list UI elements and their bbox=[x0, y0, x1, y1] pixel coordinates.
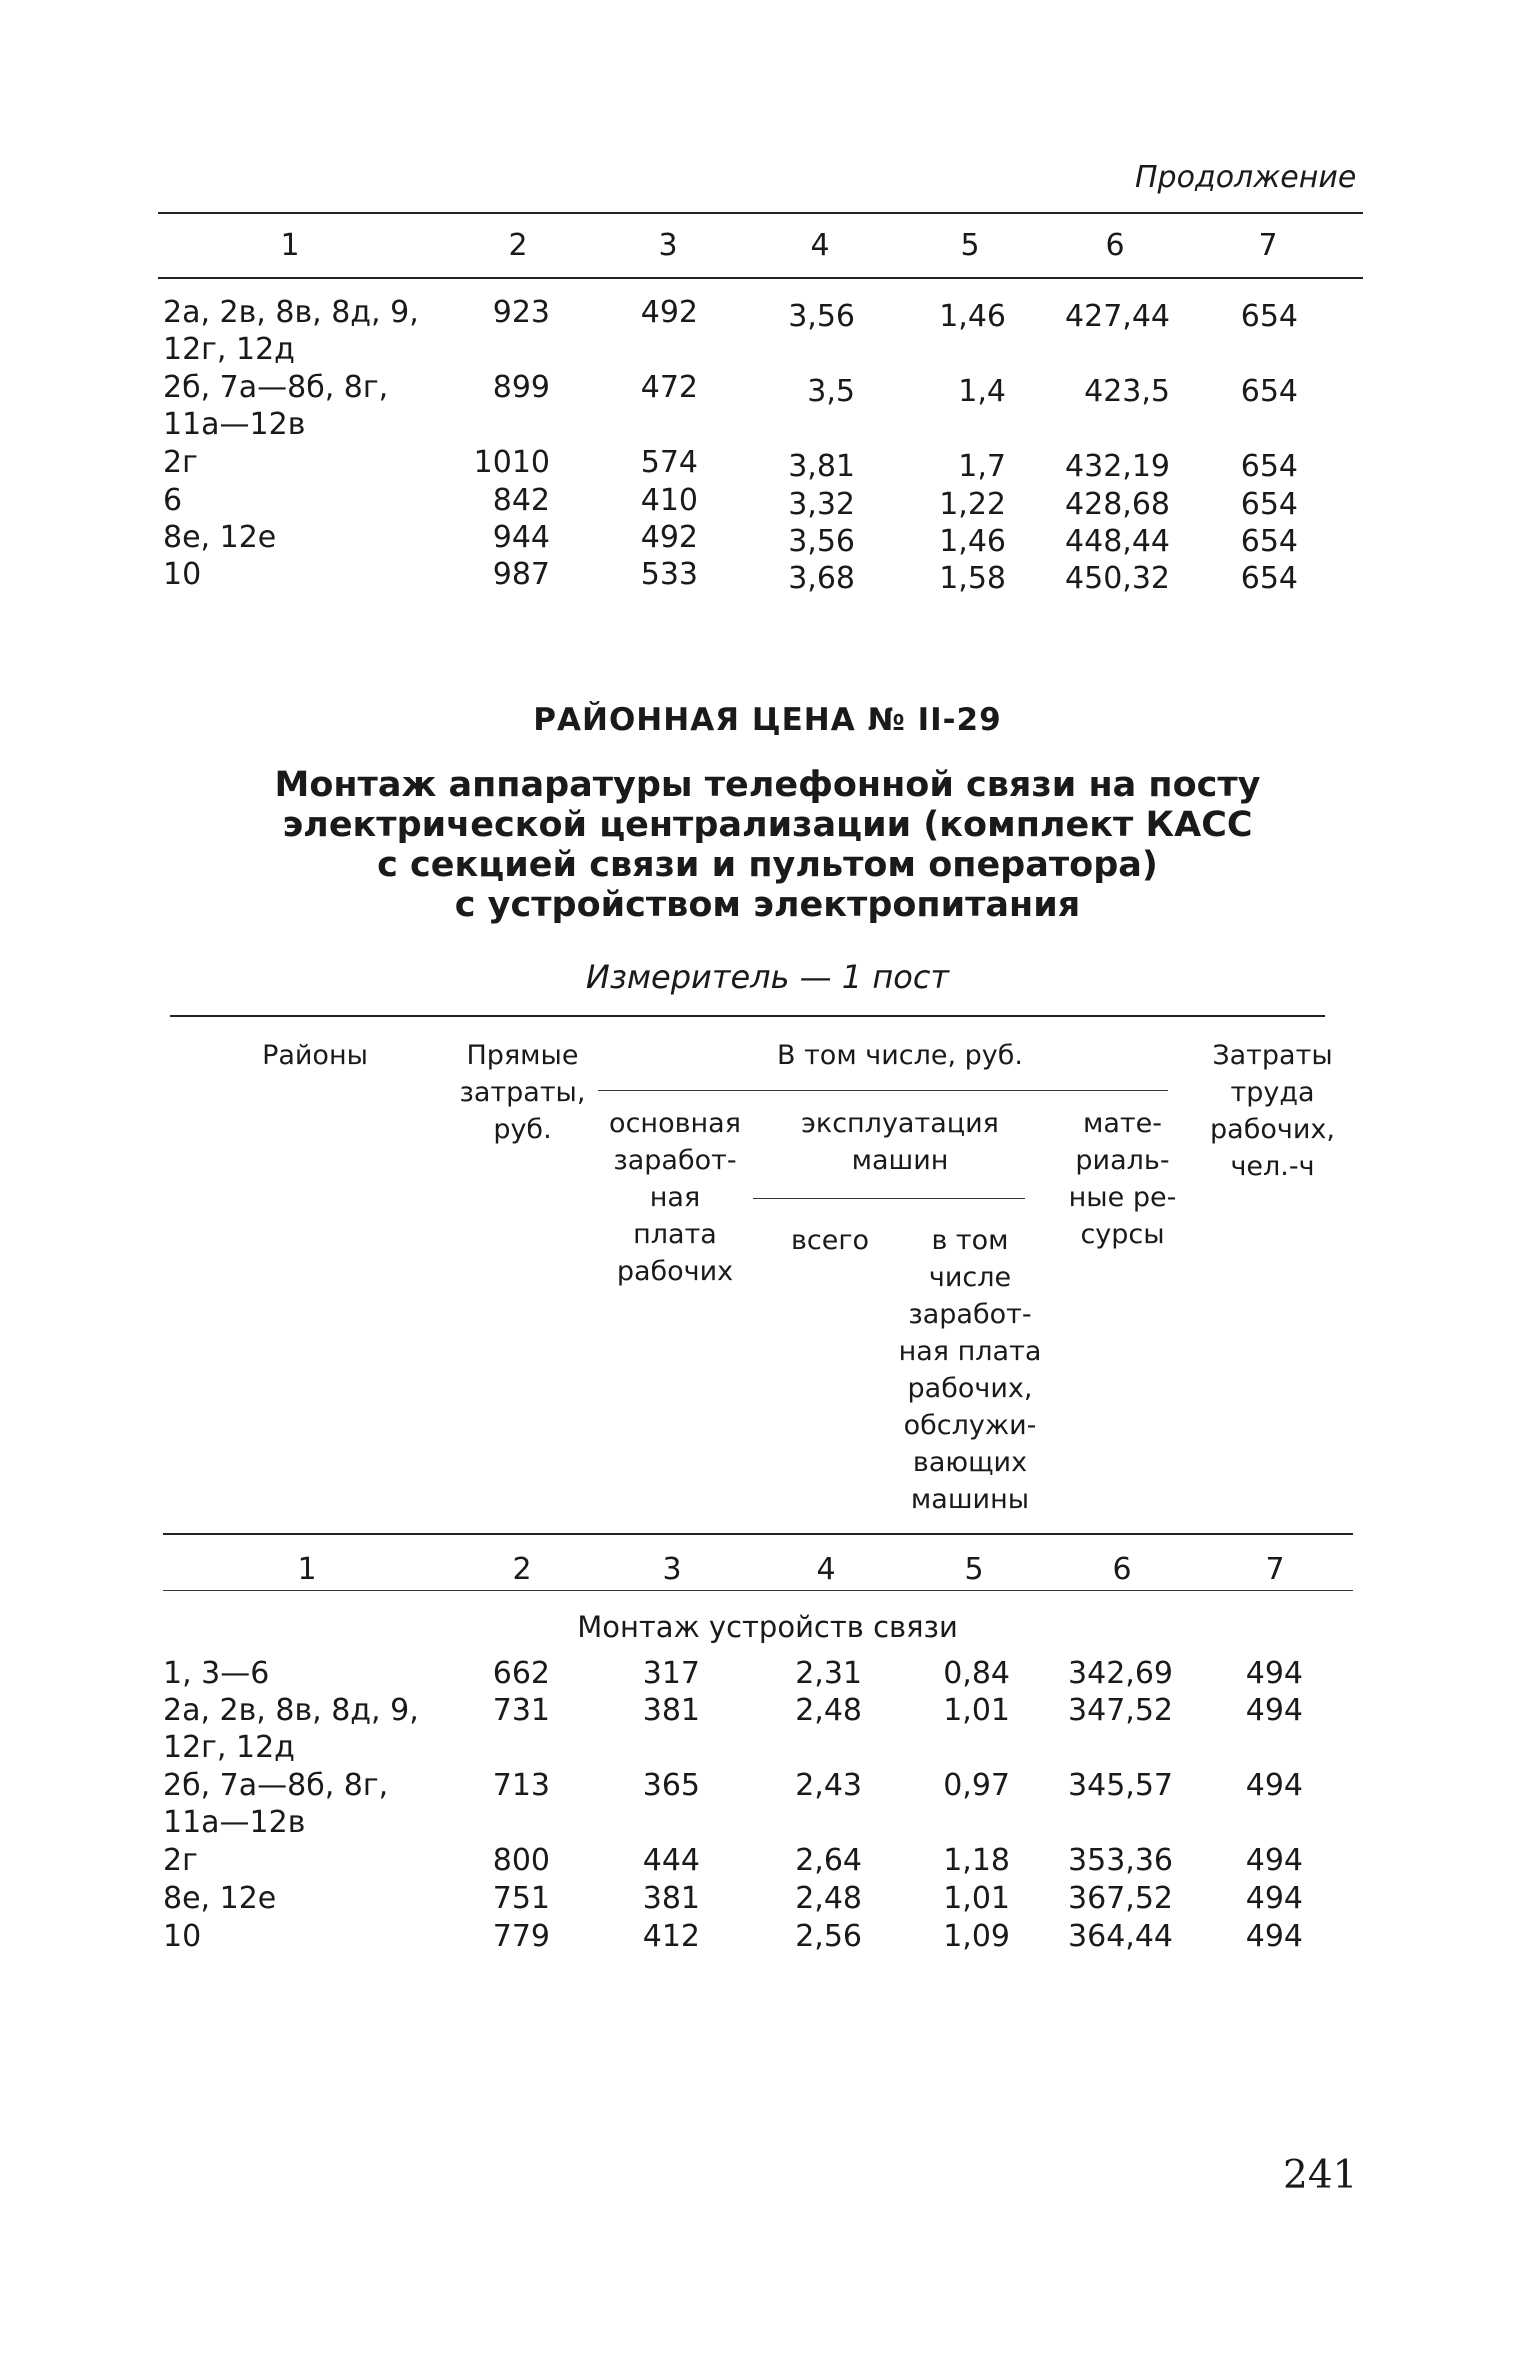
header-line: Прямые bbox=[466, 1040, 579, 1071]
header-line: руб. bbox=[493, 1114, 552, 1145]
header-line: обслужи- bbox=[903, 1410, 1037, 1441]
header-line: заработ- bbox=[613, 1145, 737, 1176]
header-line: Затраты bbox=[1212, 1040, 1333, 1071]
continuation-label: Продолжение bbox=[1135, 160, 1357, 195]
header-including: В том числе, руб. bbox=[776, 1040, 1024, 1071]
header-line: рабочих, bbox=[907, 1373, 1033, 1404]
table1-top-rule bbox=[158, 212, 1363, 214]
table-cell: 428,68 bbox=[1065, 487, 1170, 522]
table-cell: 381 bbox=[642, 1693, 700, 1728]
table-cell: 1,4 bbox=[958, 374, 1006, 409]
header-line: числе bbox=[928, 1262, 1012, 1293]
price-title-line: Монтаж аппаратуры телефонной связи на посту bbox=[274, 765, 1261, 805]
column-number: 4 bbox=[810, 228, 830, 263]
row-region-label: 2г bbox=[163, 445, 198, 480]
table-cell: 2,48 bbox=[795, 1693, 862, 1728]
row-region-label: 10 bbox=[163, 1919, 202, 1954]
column-number: 6 bbox=[1105, 228, 1125, 263]
column-number: 5 bbox=[960, 228, 980, 263]
row-region-label: 10 bbox=[163, 557, 202, 592]
header-regions: Районы bbox=[262, 1040, 368, 1071]
table-cell: 432,19 bbox=[1065, 449, 1170, 484]
table-cell: 494 bbox=[1245, 1768, 1303, 1803]
table-cell: 494 bbox=[1245, 1919, 1303, 1954]
table-cell: 317 bbox=[642, 1656, 700, 1691]
header-line: рабочих, bbox=[1210, 1114, 1335, 1145]
header-line: в том bbox=[931, 1225, 1009, 1256]
table-cell: 494 bbox=[1245, 1656, 1303, 1691]
table-cell: 3,56 bbox=[788, 299, 855, 334]
column-number: 2 bbox=[508, 228, 528, 263]
column-number: 6 bbox=[1112, 1552, 1132, 1587]
table-cell: 0,84 bbox=[943, 1656, 1010, 1691]
header-machines bbox=[770, 1105, 1030, 1179]
header-total: всего bbox=[790, 1225, 870, 1256]
table-cell: 450,32 bbox=[1065, 561, 1170, 596]
row-region-label: 8е, 12е bbox=[163, 520, 277, 555]
column-number: 7 bbox=[1265, 1552, 1285, 1587]
table-cell: 654 bbox=[1240, 487, 1298, 522]
header-wages bbox=[590, 1105, 760, 1290]
header-line: затраты, bbox=[459, 1077, 586, 1108]
table-cell: 3,56 bbox=[788, 524, 855, 559]
table-cell: 2,43 bbox=[795, 1768, 862, 1803]
price-title-line: электрической централизации (комплект КАСС bbox=[282, 805, 1253, 845]
row-region-label: 8е, 12е bbox=[163, 1881, 277, 1916]
table-cell: 1,46 bbox=[939, 299, 1006, 334]
table-cell: 3,81 bbox=[788, 449, 855, 484]
header-line: машин bbox=[851, 1145, 949, 1176]
table-cell: 2,64 bbox=[795, 1843, 862, 1878]
table-cell: 842 bbox=[492, 483, 550, 518]
table2-top-rule bbox=[170, 1015, 1325, 1017]
header-labor bbox=[1195, 1037, 1350, 1185]
row-region-label: 11а—12в bbox=[163, 407, 306, 442]
table-cell: 1,22 bbox=[939, 487, 1006, 522]
header-line: вающих bbox=[912, 1447, 1028, 1478]
table-cell: 923 bbox=[492, 295, 550, 330]
table-cell: 654 bbox=[1240, 561, 1298, 596]
column-number: 4 bbox=[816, 1552, 836, 1587]
header-line: ные ре- bbox=[1068, 1182, 1177, 1213]
column-number: 5 bbox=[964, 1552, 984, 1587]
row-region-label: 1, 3—6 bbox=[163, 1656, 270, 1691]
table-cell: 494 bbox=[1245, 1693, 1303, 1728]
table-cell: 1,58 bbox=[939, 561, 1006, 596]
table-cell: 654 bbox=[1240, 374, 1298, 409]
table-cell: 3,5 bbox=[807, 374, 855, 409]
column-number: 7 bbox=[1258, 228, 1278, 263]
table-cell: 364,44 bbox=[1068, 1919, 1173, 1954]
header-direct-costs bbox=[455, 1037, 590, 1148]
table-cell: 3,32 bbox=[788, 487, 855, 522]
table-cell: 654 bbox=[1240, 299, 1298, 334]
table-cell: 342,69 bbox=[1068, 1656, 1173, 1691]
table-cell: 410 bbox=[640, 483, 698, 518]
price-heading: РАЙОННАЯ ЦЕНА № II-29 bbox=[533, 702, 1002, 738]
header-line: машины bbox=[910, 1484, 1030, 1515]
table-cell: 574 bbox=[640, 445, 698, 480]
table-cell: 713 bbox=[492, 1768, 550, 1803]
table-cell: 731 bbox=[492, 1693, 550, 1728]
table-cell: 494 bbox=[1245, 1843, 1303, 1878]
table-cell: 494 bbox=[1245, 1881, 1303, 1916]
table-cell: 367,52 bbox=[1068, 1881, 1173, 1916]
table-cell: 1010 bbox=[473, 445, 550, 480]
table-cell: 381 bbox=[642, 1881, 700, 1916]
header-line: эксплуатация bbox=[801, 1108, 999, 1139]
header-including-rule bbox=[598, 1090, 1168, 1091]
table-cell: 345,57 bbox=[1068, 1768, 1173, 1803]
table-cell: 1,09 bbox=[943, 1919, 1010, 1954]
table-cell: 2,31 bbox=[795, 1656, 862, 1691]
table-cell: 533 bbox=[640, 557, 698, 592]
column-number: 1 bbox=[280, 228, 300, 263]
row-region-label: 2б, 7а—8б, 8г, bbox=[163, 1768, 389, 1803]
column-number: 3 bbox=[658, 228, 678, 263]
table-cell: 751 bbox=[492, 1881, 550, 1916]
header-line: мате- bbox=[1083, 1108, 1162, 1139]
table-cell: 1,7 bbox=[958, 449, 1006, 484]
table-cell: 427,44 bbox=[1065, 299, 1170, 334]
table-cell: 444 bbox=[642, 1843, 700, 1878]
price-title-line: с секцией связи и пультом оператора) bbox=[377, 845, 1158, 885]
header-line: плата bbox=[633, 1219, 717, 1250]
table-cell: 423,5 bbox=[1084, 374, 1170, 409]
table-cell: 2,48 bbox=[795, 1881, 862, 1916]
table-cell: 3,68 bbox=[788, 561, 855, 596]
table-cell: 654 bbox=[1240, 449, 1298, 484]
table-cell: 353,36 bbox=[1068, 1843, 1173, 1878]
row-region-label: 12г, 12д bbox=[163, 332, 295, 367]
table-cell: 365 bbox=[642, 1768, 700, 1803]
table-cell: 347,52 bbox=[1068, 1693, 1173, 1728]
table-cell: 1,18 bbox=[943, 1843, 1010, 1878]
header-line: рабочих bbox=[616, 1256, 734, 1287]
header-line: чел.-ч bbox=[1230, 1151, 1315, 1182]
table-cell: 1,46 bbox=[939, 524, 1006, 559]
row-region-label: 6 bbox=[163, 483, 183, 518]
header-line: ная плата bbox=[898, 1336, 1042, 1367]
table-cell: 654 bbox=[1240, 524, 1298, 559]
table-cell: 779 bbox=[492, 1919, 550, 1954]
header-line: основная bbox=[609, 1108, 741, 1139]
table-cell: 412 bbox=[642, 1919, 700, 1954]
header-line: заработ- bbox=[908, 1299, 1032, 1330]
header-materials bbox=[1055, 1105, 1190, 1253]
row-region-label: 2а, 2в, 8в, 8д, 9, bbox=[163, 1693, 419, 1728]
table-cell: 448,44 bbox=[1065, 524, 1170, 559]
column-number: 1 bbox=[297, 1552, 317, 1587]
header-line: труда bbox=[1230, 1077, 1315, 1108]
table-cell: 944 bbox=[492, 520, 550, 555]
table2-header-rule bbox=[163, 1533, 1353, 1535]
header-incl-wages bbox=[890, 1222, 1050, 1518]
column-number: 2 bbox=[512, 1552, 532, 1587]
row-region-label: 2г bbox=[163, 1843, 198, 1878]
row-region-label: 2б, 7а—8б, 8г, bbox=[163, 370, 389, 405]
header-machines-rule bbox=[753, 1198, 1025, 1199]
table-cell: 800 bbox=[492, 1843, 550, 1878]
table-cell: 492 bbox=[640, 520, 698, 555]
table2-colnum-rule bbox=[163, 1590, 1353, 1591]
table-cell: 1,01 bbox=[943, 1693, 1010, 1728]
table-cell: 492 bbox=[640, 295, 698, 330]
table-cell: 662 bbox=[492, 1656, 550, 1691]
column-number: 3 bbox=[662, 1552, 682, 1587]
header-line: риаль- bbox=[1075, 1145, 1170, 1176]
table-cell: 2,56 bbox=[795, 1919, 862, 1954]
table-cell: 472 bbox=[640, 370, 698, 405]
price-title-line: с устройством электропитания bbox=[454, 885, 1081, 925]
header-line: сурсы bbox=[1080, 1219, 1165, 1250]
table-cell: 987 bbox=[492, 557, 550, 592]
header-line: ная bbox=[649, 1182, 701, 1213]
table-cell: 1,01 bbox=[943, 1881, 1010, 1916]
table-cell: 899 bbox=[492, 370, 550, 405]
row-region-label: 12г, 12д bbox=[163, 1730, 295, 1765]
row-region-label: 2а, 2в, 8в, 8д, 9, bbox=[163, 295, 419, 330]
price-title bbox=[0, 765, 1535, 925]
page-number: 241 bbox=[1283, 2153, 1358, 2198]
section-title: Монтаж устройств связи bbox=[577, 1610, 958, 1644]
table-cell: 0,97 bbox=[943, 1768, 1010, 1803]
table1-header-rule bbox=[158, 277, 1363, 279]
row-region-label: 11а—12в bbox=[163, 1805, 306, 1840]
measure-unit: Измеритель — 1 пост bbox=[585, 958, 950, 996]
